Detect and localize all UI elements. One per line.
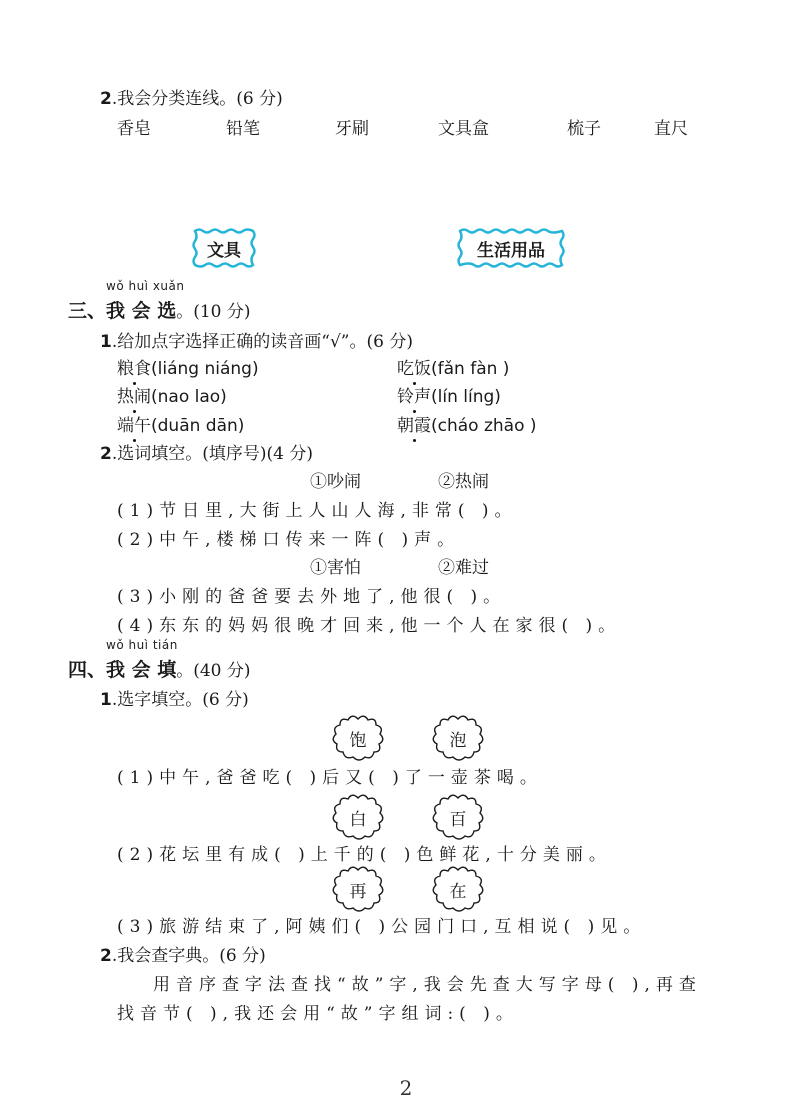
category-box-daily-goods[interactable]: 生活用品 bbox=[455, 227, 567, 269]
q2-classify-heading: 2.我会分类连线。(6 分) bbox=[100, 89, 283, 109]
flower-char-zai-again[interactable]: 再 bbox=[330, 864, 386, 916]
reading-row-5[interactable]: 端午(duān dān) bbox=[117, 416, 245, 436]
fill-sentence-2[interactable]: (2)中午,楼梯口传来一阵( )声。 bbox=[117, 530, 461, 550]
category-box-stationery[interactable]: 文具 bbox=[190, 227, 258, 269]
fill-sentence-3[interactable]: (3)小刚的爸爸要去外地了,他很( )。 bbox=[117, 587, 507, 607]
section3-q1-heading: 1.给加点字选择正确的读音画“√”。(6 分) bbox=[100, 332, 413, 352]
section3-q2-heading: 2.选词填空。(填序号)(4 分) bbox=[100, 444, 313, 464]
fill-sentence-4[interactable]: (4)东东的妈妈很晚才回来,他一个人在家很( )。 bbox=[117, 616, 622, 636]
flower-char-zai-at[interactable]: 在 bbox=[430, 864, 486, 916]
flower-char-bao[interactable]: 饱 bbox=[330, 713, 386, 765]
section4-q1-heading: 1.选字填空。(6 分) bbox=[100, 690, 249, 710]
classify-item-6[interactable]: 直尺 bbox=[654, 119, 688, 139]
flower-char-bai-hundred[interactable]: 百 bbox=[430, 792, 486, 844]
word-option-2: ②热闹 bbox=[438, 472, 489, 492]
reading-row-1[interactable]: 粮食(liáng niáng) bbox=[117, 359, 259, 379]
dictionary-line-2[interactable]: 找音节( ),我还会用“故”字组词:( )。 bbox=[117, 1004, 519, 1024]
word-option-4: ②难过 bbox=[438, 558, 489, 578]
section4-pinyin: wǒ huì tián bbox=[106, 638, 178, 652]
classify-item-2[interactable]: 铅笔 bbox=[226, 119, 260, 139]
section4-title: 四、我 会 填。(40 分) bbox=[68, 659, 251, 681]
char-sentence-3[interactable]: (3)旅游结束了,阿姨们( )公园门口,互相说( )见。 bbox=[117, 917, 647, 937]
page-number: 2 bbox=[399, 1076, 413, 1100]
reading-row-6[interactable]: 朝霞(cháo zhāo ) bbox=[397, 416, 537, 436]
word-option-3: ①害怕 bbox=[310, 558, 361, 578]
flower-char-bai[interactable]: 白 bbox=[330, 792, 386, 844]
word-option-1: ①吵闹 bbox=[310, 472, 361, 492]
reading-row-3[interactable]: 热闹(nao lao) bbox=[117, 387, 227, 407]
classify-item-3[interactable]: 牙刷 bbox=[335, 119, 369, 139]
classify-item-4[interactable]: 文具盒 bbox=[438, 119, 489, 139]
flower-char-pao[interactable]: 泡 bbox=[430, 713, 486, 765]
classify-item-1[interactable]: 香皂 bbox=[117, 119, 151, 139]
char-sentence-2[interactable]: (2)花坛里有成( )上千的( )色鲜花,十分美丽。 bbox=[117, 845, 612, 865]
dictionary-line-1[interactable]: 用音序查字法查找“故”字,我会先查大写字母( ),再查 bbox=[153, 975, 702, 995]
section3-pinyin: wǒ huì xuǎn bbox=[106, 279, 185, 293]
reading-row-2[interactable]: 吃饭(fǎn fàn ) bbox=[397, 359, 510, 379]
reading-row-4[interactable]: 铃声(lín líng) bbox=[397, 387, 501, 407]
section4-q2-heading: 2.我会查字典。(6 分) bbox=[100, 946, 266, 966]
char-sentence-1[interactable]: (1)中午,爸爸吃( )后又( )了一壶茶喝。 bbox=[117, 768, 543, 788]
fill-sentence-1[interactable]: (1)节日里,大街上人山人海,非常( )。 bbox=[117, 501, 518, 521]
section3-title: 三、我 会 选。(10 分) bbox=[68, 300, 251, 322]
classify-item-5[interactable]: 梳子 bbox=[567, 119, 601, 139]
